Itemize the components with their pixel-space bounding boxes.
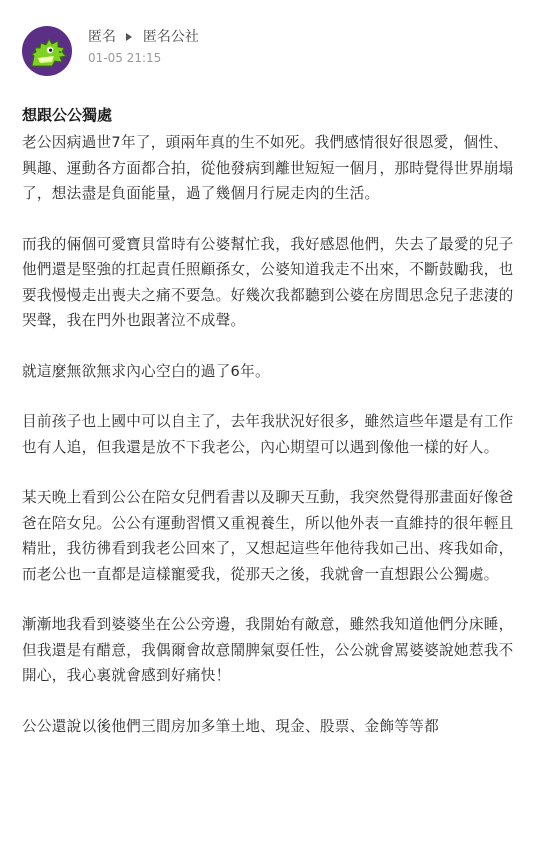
paragraph: 而我的倆個可愛寶貝當時有公婆幫忙我，我好感恩他們，失去了最愛的兒子他們還是堅強的扛起責任照顧孫女，公婆知道我走不出來，不斷鼓勵我，也要我慢慢走出喪夫之痛不要急。好幾次我都聽到公婆在房間思念兒子悲淒的哭聲，我在門外也跟著泣不成聲。 <box>22 235 514 329</box>
paragraph: 漸漸地我看到婆婆坐在公公旁邊，我開始有敵意，雖然我知道他們分床睡，但我還是有醋意，我偶爾會故意鬧脾氣耍任性，公公就會罵婆婆說她惹我不開心，我心裏就會感到好痛快！ <box>22 616 514 684</box>
post-header <box>22 26 522 76</box>
author-name: 匿名 <box>88 29 116 45</box>
paragraph: 老公因病過世7年了，頭兩年真的生不如死。我們感情很好很恩愛，個性、興趣、運動各方面都合拍，從他發病到離世短短一個月，那時覺得世界崩塌了，想法盡是負面能量，過了幾個月行屍走肉的生活。 <box>22 134 514 202</box>
paragraph: 公公還說以後他們三間房加多筆土地、現金、股票、金飾等等都 <box>22 717 440 735</box>
caret-right-icon <box>126 33 132 41</box>
post-title: 想跟公公獨處 <box>22 106 113 124</box>
dinosaur-avatar-icon <box>22 26 72 76</box>
paragraph: 某天晚上看到公公在陪女兒們看書以及聊天互動，我突然覺得那畫面好像爸爸在陪女兒。公公有運動習慣又重視養生，所以他外表一直維持的很年輕且精壯，我彷彿看到我老公回來了，又想起這些年他待我如己出、疼我如命，而老公也一直都是這樣寵愛我，從那天之後，我就會一直想跟公公獨處。 <box>22 489 514 583</box>
board-link[interactable]: 匿名公社 <box>142 29 199 45</box>
paragraph: 目前孩子也上國中可以自主了，去年我狀況好很多，雖然這些年還是有工作也有人追，但我還是放不下我老公，內心期望可以遇到像他一樣的好人。 <box>22 413 514 456</box>
post-timestamp: 01-05 21:15 <box>88 51 162 65</box>
paragraph: 就這麼無欲無求內心空白的過了6年。 <box>22 362 270 380</box>
post-content <box>22 130 518 764</box>
avatar[interactable] <box>22 26 72 76</box>
post-meta <box>88 26 199 65</box>
breadcrumb <box>88 26 199 48</box>
